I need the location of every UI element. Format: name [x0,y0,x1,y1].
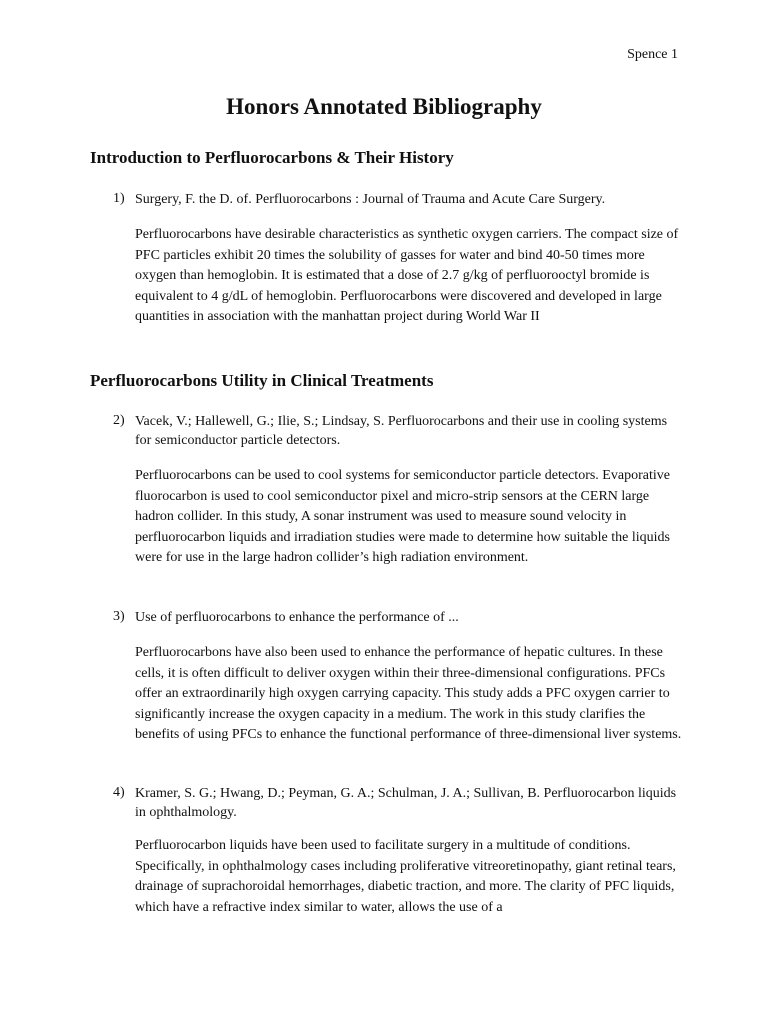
entry-annotation: Perfluorocarbons have desirable characteristics as synthetic oxygen carriers. The compact size of PFC particles exhibit 20 times the solubility of gasses for water and bind 40-50 times more oxygen than hemoglobin. It is estimated that a dose of 2.7 g/kg of perfluorooctyl bromide is equivalent to 4 g/dL of hemoglobin. Perfluorocarbons were discovered and developed in large quantities in association with the manhattan project during World War II [135,227,679,324]
entry-citation: Surgery, F. the D. of. Perfluorocarbons : Journal of Trauma and Acute Care Surgery. [135,192,606,207]
entry-number: 2) [113,413,125,428]
entry-number: 3) [113,609,125,624]
page-header: Spence 1 [627,47,678,62]
entry-annotation: Perfluorocarbon liquids have been used to facilitate surgery in a multitude of conditions. Specifically, in ophthalmology cases including proliferative vitreoretinopathy, giant retinal tears, drainage of suprachoroidal hemorrhages, diabetic traction, and more. The clarity of PFC liquids, which have a refractive index similar to water, allows the use of a [135,838,676,915]
entry-citation: Vacek, V.; Hallewell, G.; Ilie, S.; Lindsay, S. Perfluorocarbons and their use in cooling systems for semiconductor particle detectors. [135,414,668,448]
entry-annotation: Perfluorocarbons have also been used to enhance the performance of hepatic cultures. In these cells, it is often difficult to deliver oxygen within their three-dimensional configurations. PFCs offer an extraordinarily high oxygen carrying capacity. This study adds a PFC oxygen carrier to significantly increase the oxygen capacity in a medium. The work in this study clarifies the benefits of using PFCs to enhance the functional performance of three-dimensional liver systems. [135,645,682,742]
entry-citation: Kramer, S. G.; Hwang, D.; Peyman, G. A.; Schulman, J. A.; Sullivan, B. Perfluorocarbon liquids in ophthalmology. [135,786,677,820]
section-heading-history: Introduction to Perfluorocarbons & Their History [90,148,454,167]
entry-citation: Use of perfluorocarbons to enhance the performance of ... [135,610,459,625]
entry-number: 4) [113,785,125,800]
entry-annotation: Perfluorocarbons can be used to cool systems for semiconductor particle detectors. Evaporative fluorocarbon is used to cool semiconductor pixel and micro-strip sensors at the CERN large hadron collider. In this study, A sonar instrument was used to measure sound velocity in perfluorocarbon liquids and irradiation studies were made to determine how suitable the liquids were for use in the large hadron collider’s high radiation environment. [135,468,670,565]
section-heading-clinical: Perfluorocarbons Utility in Clinical Treatments [90,371,434,390]
document-title: Honors Annotated Bibliography [226,94,542,119]
entry-number: 1) [113,191,125,206]
